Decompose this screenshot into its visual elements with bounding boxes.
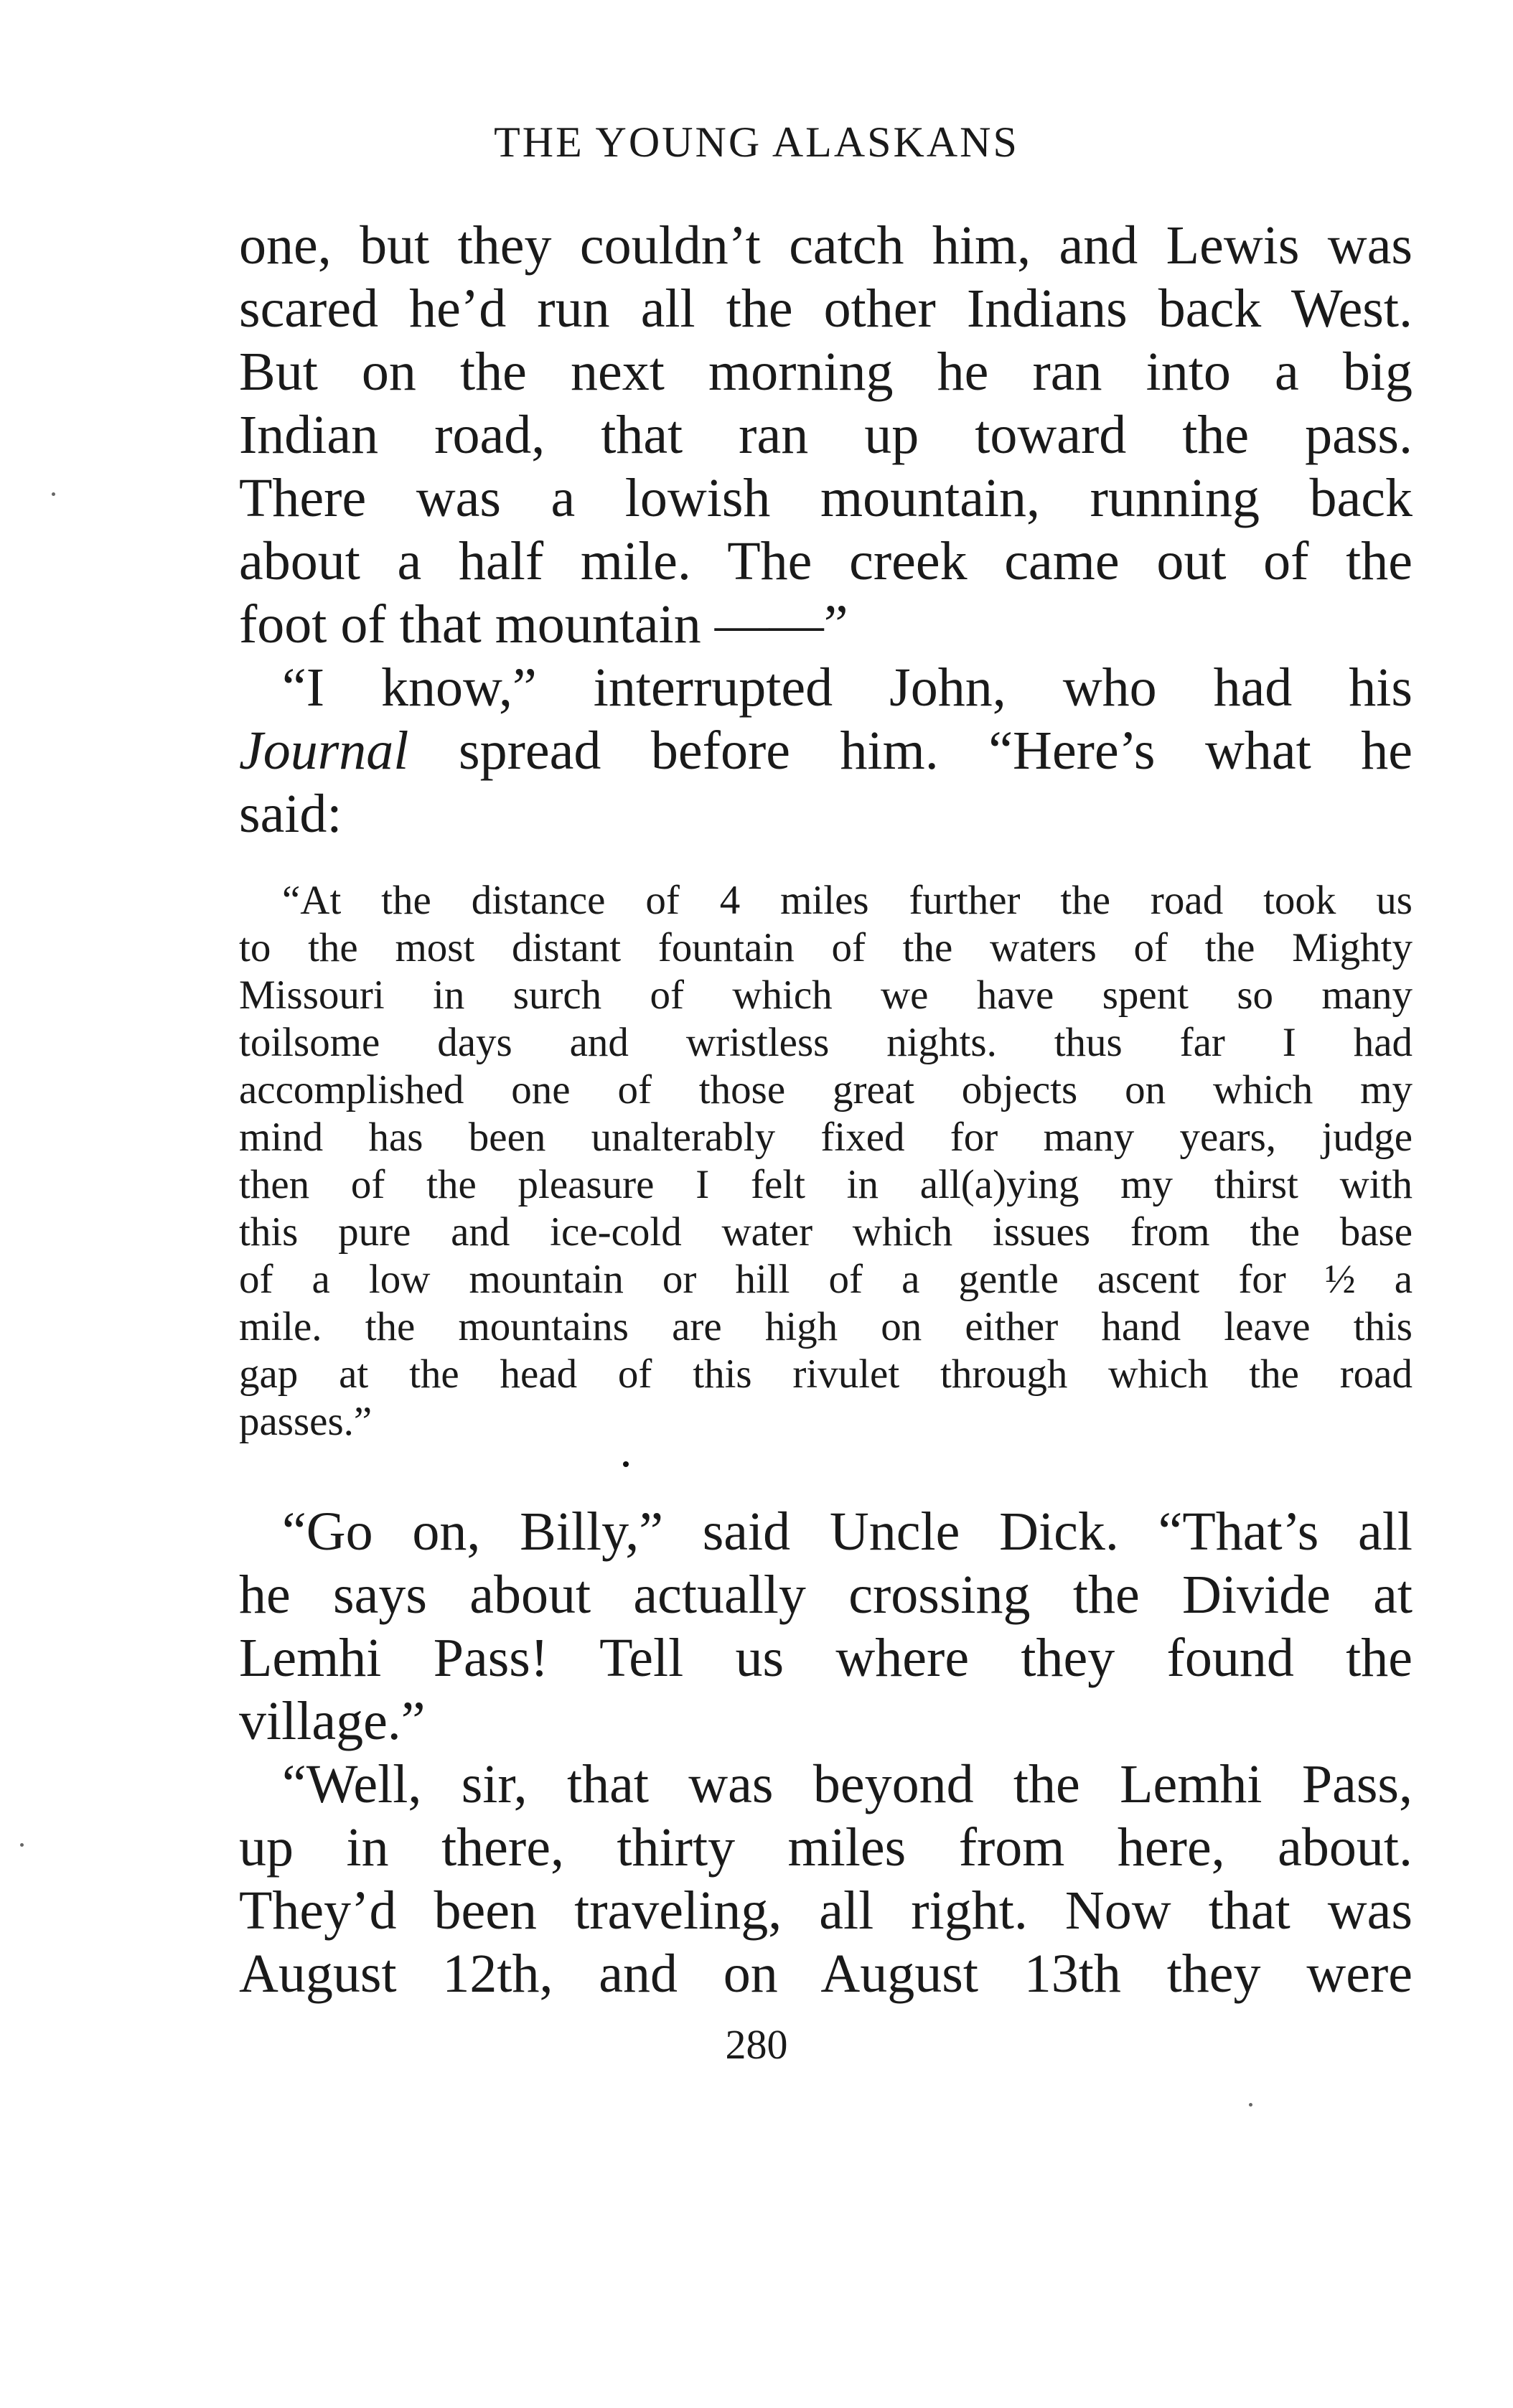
text-line: about a half mile. The creek came out of the: [239, 531, 1413, 591]
text-line: village.”: [239, 1691, 426, 1751]
page-number: 280: [725, 2021, 788, 2068]
paragraph-4: [239, 1753, 1413, 2005]
text-line: said:: [239, 784, 342, 844]
margin-speck: [20, 1843, 24, 1847]
quote-line: Missouri in surch of which we have spent so many: [239, 973, 1413, 1018]
margin-speck: [52, 492, 55, 496]
text-line: foot of that mountain ——”: [239, 594, 848, 655]
text-line: “Go on, Billy,” said Uncle Dick. “That’s all: [282, 1502, 1413, 1562]
text-line: “I know,” interrupted John, who had his: [282, 657, 1413, 718]
quote-line: gap at the head of this rivulet through which the road: [239, 1351, 1413, 1397]
paragraph-2: [239, 656, 1413, 845]
text-line: August 12th, and on August 13th they were: [239, 1944, 1413, 2004]
margin-speck: [1249, 2103, 1252, 2107]
text-span: spread before him. “Here’s what he: [408, 721, 1413, 781]
text-line: up in there, thirty miles from here, about.: [239, 1817, 1413, 1878]
quote-line: of a low mountain or hill of a gentle ascent for ½ a: [239, 1257, 1413, 1302]
text-line: scared he’d run all the other Indians back West.: [239, 278, 1413, 339]
text-line: Lemhi Pass! Tell us where they found the: [239, 1628, 1413, 1688]
running-head: THE YOUNG ALASKANS: [494, 118, 1019, 166]
quote-line: then of the pleasure I felt in all(a)ying my thirst with: [239, 1162, 1413, 1207]
quote-line: toilsome days and wristless nights. thus far I had: [239, 1020, 1413, 1065]
text-line: “Well, sir, that was beyond the Lemhi Pass,: [282, 1754, 1413, 1814]
text-line: one, but they couldn’t catch him, and Lewis was: [239, 215, 1413, 276]
quote-line: mile. the mountains are high on either hand leave this: [239, 1304, 1413, 1349]
stray-mark: [623, 1461, 629, 1467]
quote-line: “At the distance of 4 miles further the road took us: [282, 878, 1413, 923]
text-line: [239, 719, 1413, 782]
quote-line: passes.”: [239, 1399, 373, 1444]
quote-line: mind has been unalterably fixed for many years, judge: [239, 1115, 1413, 1160]
paragraph-1: [239, 214, 1413, 656]
text-line: Indian road, that ran up toward the pass.: [239, 405, 1413, 465]
quote-line: this pure and ice-cold water which issues from the base: [239, 1209, 1413, 1255]
italic-title: Journal: [239, 721, 409, 781]
journal-quote: [239, 877, 1413, 1446]
text-line: They’d been traveling, all right. Now that was: [239, 1880, 1413, 1941]
quote-line: accomplished one of those great objects on which my: [239, 1067, 1413, 1112]
text-line: he says about actually crossing the Divide at: [239, 1565, 1413, 1625]
text-line: But on the next morning he ran into a big: [239, 342, 1413, 402]
paragraph-3: [239, 1500, 1413, 1753]
quote-line: to the most distant fountain of the waters of the Mighty: [239, 925, 1413, 970]
text-line: There was a lowish mountain, running back: [239, 468, 1413, 528]
